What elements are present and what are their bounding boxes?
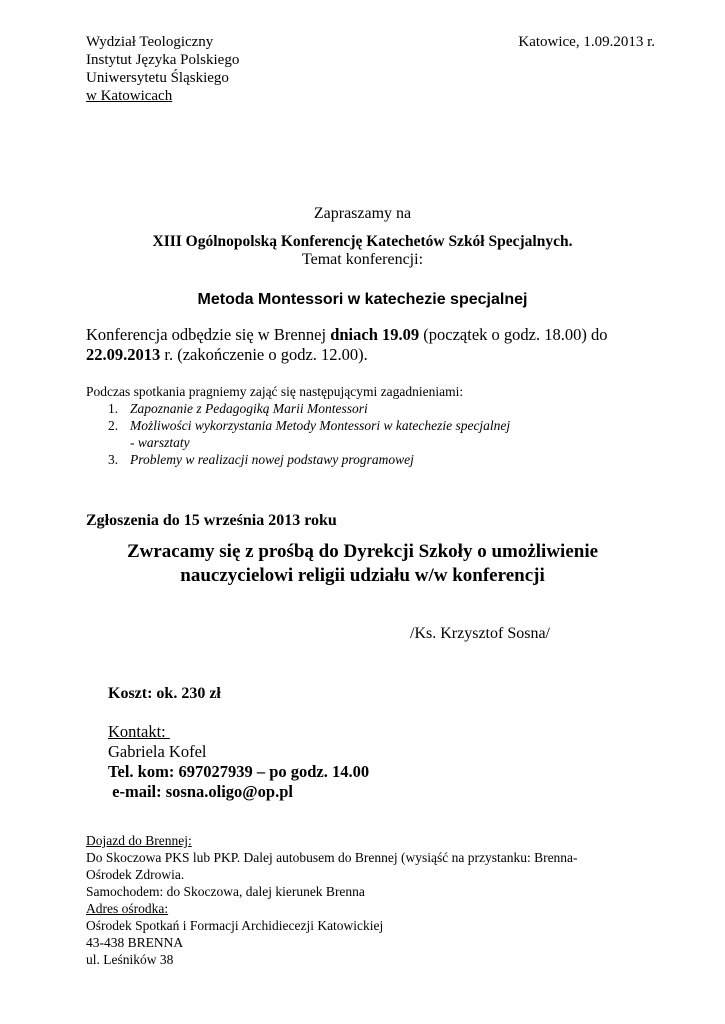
address-label: Adres ośrodka: [86,901,169,916]
agenda-item-text: Możliwości wykorzystania Metody Montessori w katechezie specjalnej [130,418,511,433]
travel-line-2: Ośrodek Zdrowia. [86,867,185,882]
agenda-item-text: Problemy w realizacji nowej podstawy programowej [130,452,414,467]
schedule-text-c: (początek o godz. 18.00) do [419,325,608,344]
travel-label: Dojazd do Brennej: [86,833,192,848]
agenda-item [108,401,368,417]
place-date: Katowice, 1.09.2013 r. [518,34,655,50]
institution-line-2: Instytut Języka Polskiego [86,52,240,68]
agenda-item-continuation: - warsztaty [130,435,190,450]
request-line-2: nauczycielowi religii udziału w/w konferencji [180,565,545,586]
contact-name: Gabriela Kofel [108,742,207,761]
schedule-line-2 [86,345,368,365]
schedule-text-end: r. (zakończenie o godz. 12.00). [160,345,368,364]
schedule-start-date: dniach 19.09 [330,325,420,344]
cost: Koszt: ok. 230 zł [108,685,221,702]
address-line-2: 43-438 BRENNA [86,935,184,950]
address-line-1: Ośrodek Spotkań i Formacji Archidiecezji Katowickiej [86,918,384,933]
topic-label: Temat konferencji: [301,251,424,268]
conference-topic: Metoda Montessori w katechezie specjalnej [197,291,528,308]
agenda-item-number: 2. [108,418,119,433]
schedule-text-a: Konferencja odbędzie się w Brennej [86,325,331,344]
request-line-1: Zwracamy się z prośbą do Dyrekcji Szkoły o umożliwienie [126,541,599,562]
travel-line-3: Samochodem: do Skoczowa, dalej kierunek Brenna [86,884,365,899]
contact-email: e-mail: sosna.oligo@op.pl [108,782,293,801]
registration-deadline: Zgłoszenia do 15 września 2013 roku [86,512,337,529]
institution-line-3: Uniwersytetu Śląskiego [86,70,229,86]
contact-phone: Tel. kom: 697027939 – po godz. 14.00 [108,762,370,781]
agenda-item [108,418,510,434]
conference-name: XIII Ogólnopolską Konferencję Katechetów Szkół Specjalnych. [152,233,573,250]
institution-line-4: w Katowicach [86,88,173,104]
travel-line-1: Do Skoczowa PKS lub PKP. Dalej autobusem do Brennej (wysiąść na przystanku: Brenna- [86,850,578,865]
signature: /Ks. Krzysztof Sosna/ [410,625,550,642]
agenda-item [108,452,414,468]
agenda-intro: Podczas spotkania pragniemy zająć się następującymi zagadnieniami: [86,384,464,399]
address-line-3: ul. Leśników 38 [86,952,174,967]
agenda-item-text: Zapoznanie z Pedagogiką Marii Montessori [130,401,368,416]
schedule-line-1 [86,325,607,345]
agenda-item-number: 3. [108,452,119,467]
schedule-end-date: 22.09.2013 [86,345,161,364]
institution-line-1: Wydział Teologiczny [86,34,214,50]
contact-label: Kontakt: [108,722,170,741]
agenda-item-number: 1. [108,401,119,416]
invitation-intro: Zapraszamy na [313,205,412,222]
